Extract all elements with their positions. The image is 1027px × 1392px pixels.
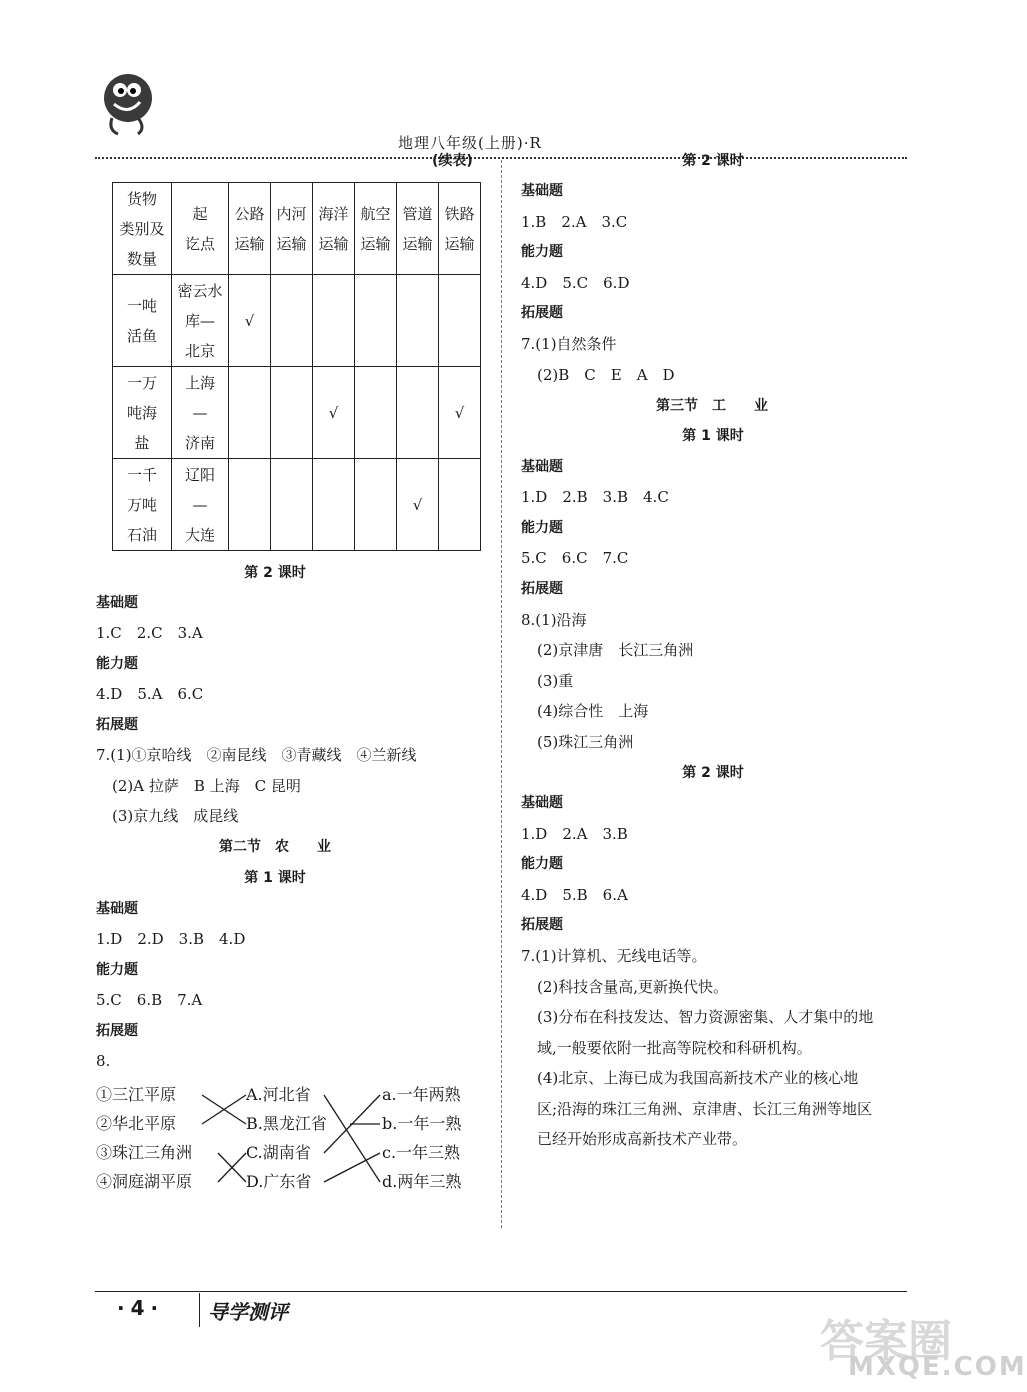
section-label-basic: 基础题 <box>521 795 563 811</box>
answer-line: 4.D 5.C 6.D <box>521 274 630 292</box>
match-line <box>324 1153 380 1182</box>
answer-line: 已经开始形成高新技术产业带。 <box>537 1130 748 1148</box>
section-label-extension: 拓展题 <box>521 917 563 933</box>
page-number: ·4· <box>117 1296 165 1320</box>
section-label-extension: 拓展题 <box>521 305 563 321</box>
column-divider <box>501 160 502 1228</box>
mark-cell <box>313 275 355 367</box>
answer-line: (2)B C E A D <box>537 366 675 384</box>
answer-line: 4.D 5.A 6.C <box>96 685 204 703</box>
header-cell-road: 公路 运输 <box>229 183 271 275</box>
answer-line: (3)京九线 成昆线 <box>112 807 239 825</box>
mark-cell <box>271 275 313 367</box>
answer-line: 1.D 2.D 3.B 4.D <box>96 930 246 948</box>
footer-brand: 导学测评 <box>208 1300 288 1324</box>
continued-label: (续表) <box>432 153 473 169</box>
mark-cell <box>271 459 313 551</box>
section-label-extension: 拓展题 <box>96 1023 138 1039</box>
mark-cell <box>439 459 481 551</box>
goods-cell: 一千 万吨 石油 <box>113 459 172 551</box>
section-label-basic: 基础题 <box>96 901 138 917</box>
lesson-heading: 第 1 课时 <box>682 428 744 444</box>
answer-line: 4.D 5.B 6.A <box>521 886 628 904</box>
answer-line: 7.(1)自然条件 <box>521 335 617 353</box>
section-heading: 第三节 工 业 <box>656 398 768 414</box>
harvest-label: a.一年两熟 <box>382 1085 461 1104</box>
mascot-logo <box>98 68 160 138</box>
answer-line: 域,一般要依附一批高等院校和科研机构。 <box>537 1039 812 1057</box>
answer-line: 1.B 2.A 3.C <box>521 213 628 231</box>
goods-cell: 一万 吨海 盐 <box>113 367 172 459</box>
answer-line: 1.D 2.B 3.B 4.C <box>521 488 669 506</box>
answer-line: (3)分布在科技发达、智力资源密集、人才集中的地 <box>537 1008 874 1026</box>
footer-rule <box>95 1291 907 1292</box>
header-cell-sea: 海洋 运输 <box>313 183 355 275</box>
cargo-transport-table <box>112 182 481 551</box>
mark-cell: √ <box>397 459 439 551</box>
answer-line: (3)重 <box>537 672 574 690</box>
watermark-url: MXQE.COM <box>848 1352 1027 1382</box>
section-label-extension: 拓展题 <box>521 581 563 597</box>
section-label-ability: 能力题 <box>521 244 563 260</box>
mark-cell <box>229 459 271 551</box>
province-label: B.黑龙江省 <box>246 1114 327 1133</box>
province-label: A.河北省 <box>246 1085 311 1104</box>
answer-line: 7.(1)计算机、无线电话等。 <box>521 947 707 965</box>
goods-cell: 一吨 活鱼 <box>113 275 172 367</box>
section-heading: 第二节 农 业 <box>219 839 331 855</box>
region-label: ②华北平原 <box>96 1114 177 1133</box>
route-cell: 密云水 库— 北京 <box>172 275 229 367</box>
region-label: ①三江平原 <box>96 1085 177 1104</box>
province-label: D.广东省 <box>246 1172 312 1191</box>
region-label: ④洞庭湖平原 <box>96 1172 193 1191</box>
table-row <box>113 367 481 459</box>
answer-line: (5)珠江三角洲 <box>537 733 634 751</box>
answer-line: 5.C 6.C 7.C <box>521 549 629 567</box>
answer-line: (2)A 拉萨 B 上海 C 昆明 <box>112 777 301 795</box>
harvest-label: d.两年三熟 <box>382 1172 462 1191</box>
mark-cell <box>397 367 439 459</box>
table-row <box>113 275 481 367</box>
section-label-basic: 基础题 <box>521 459 563 475</box>
watermark-logo: 答案圈 <box>820 1316 952 1367</box>
harvest-label: b.一年一熟 <box>382 1114 462 1133</box>
region-label: ③珠江三角洲 <box>96 1143 193 1162</box>
section-label-basic: 基础题 <box>96 595 138 611</box>
section-label-ability: 能力题 <box>96 962 138 978</box>
answer-line: (4)北京、上海已成为我国高新技术产业的核心地 <box>537 1069 859 1087</box>
lesson-heading: 第 2 课时 <box>682 765 744 781</box>
header-cell-pipeline: 管道 运输 <box>397 183 439 275</box>
header-cell-air: 航空 运输 <box>355 183 397 275</box>
mark-cell <box>355 367 397 459</box>
table-header-row <box>113 183 481 275</box>
mark-cell <box>397 275 439 367</box>
section-label-ability: 能力题 <box>521 856 563 872</box>
mark-cell: √ <box>229 275 271 367</box>
header-cell-route: 起 讫点 <box>172 183 229 275</box>
answer-line: (2)京津唐 长江三角洲 <box>537 641 694 659</box>
header-cell-rail: 铁路 运输 <box>439 183 481 275</box>
answer-line: (2)科技含量高,更新换代快。 <box>537 978 729 996</box>
harvest-label: c.一年三熟 <box>382 1143 461 1162</box>
mark-cell <box>355 459 397 551</box>
lesson-heading: 第 1 课时 <box>244 870 306 886</box>
mark-cell <box>439 275 481 367</box>
mark-cell <box>271 367 313 459</box>
lesson-heading: 第 2 课时 <box>244 565 306 581</box>
route-cell: 上海 — 济南 <box>172 367 229 459</box>
route-cell: 辽阳 — 大连 <box>172 459 229 551</box>
table-row <box>113 459 481 551</box>
answer-line: (4)综合性 上海 <box>537 702 649 720</box>
answer-line: 8. <box>96 1052 111 1070</box>
section-label-basic: 基础题 <box>521 183 563 199</box>
mark-cell <box>355 275 397 367</box>
mark-cell <box>229 367 271 459</box>
answer-line: 5.C 6.B 7.A <box>96 991 203 1009</box>
header-title: 地理八年级(上册)·R <box>398 134 542 152</box>
answer-line: 7.(1)①京哈线 ②南昆线 ③青藏线 ④兰新线 <box>96 746 417 764</box>
answer-line: 8.(1)沿海 <box>521 611 587 629</box>
answer-line: 区;沿海的珠江三角洲、京津唐、长江三角洲等地区 <box>537 1100 873 1118</box>
lesson-heading: 第 2 课时 <box>682 153 744 169</box>
mark-cell: √ <box>439 367 481 459</box>
mark-cell: √ <box>313 367 355 459</box>
answer-line: 1.C 2.C 3.A <box>96 624 203 642</box>
province-label: C.湖南省 <box>246 1143 311 1162</box>
section-label-ability: 能力题 <box>96 656 138 672</box>
section-label-ability: 能力题 <box>521 520 563 536</box>
section-label-extension: 拓展题 <box>96 717 138 733</box>
header-cell-river: 内河 运输 <box>271 183 313 275</box>
answer-line: 1.D 2.A 3.B <box>521 825 628 843</box>
matching-diagram <box>96 1076 496 1196</box>
mark-cell <box>313 459 355 551</box>
footer-separator <box>199 1293 200 1327</box>
match-line <box>324 1095 380 1182</box>
header-cell-goods: 货物 类别及 数量 <box>113 183 172 275</box>
